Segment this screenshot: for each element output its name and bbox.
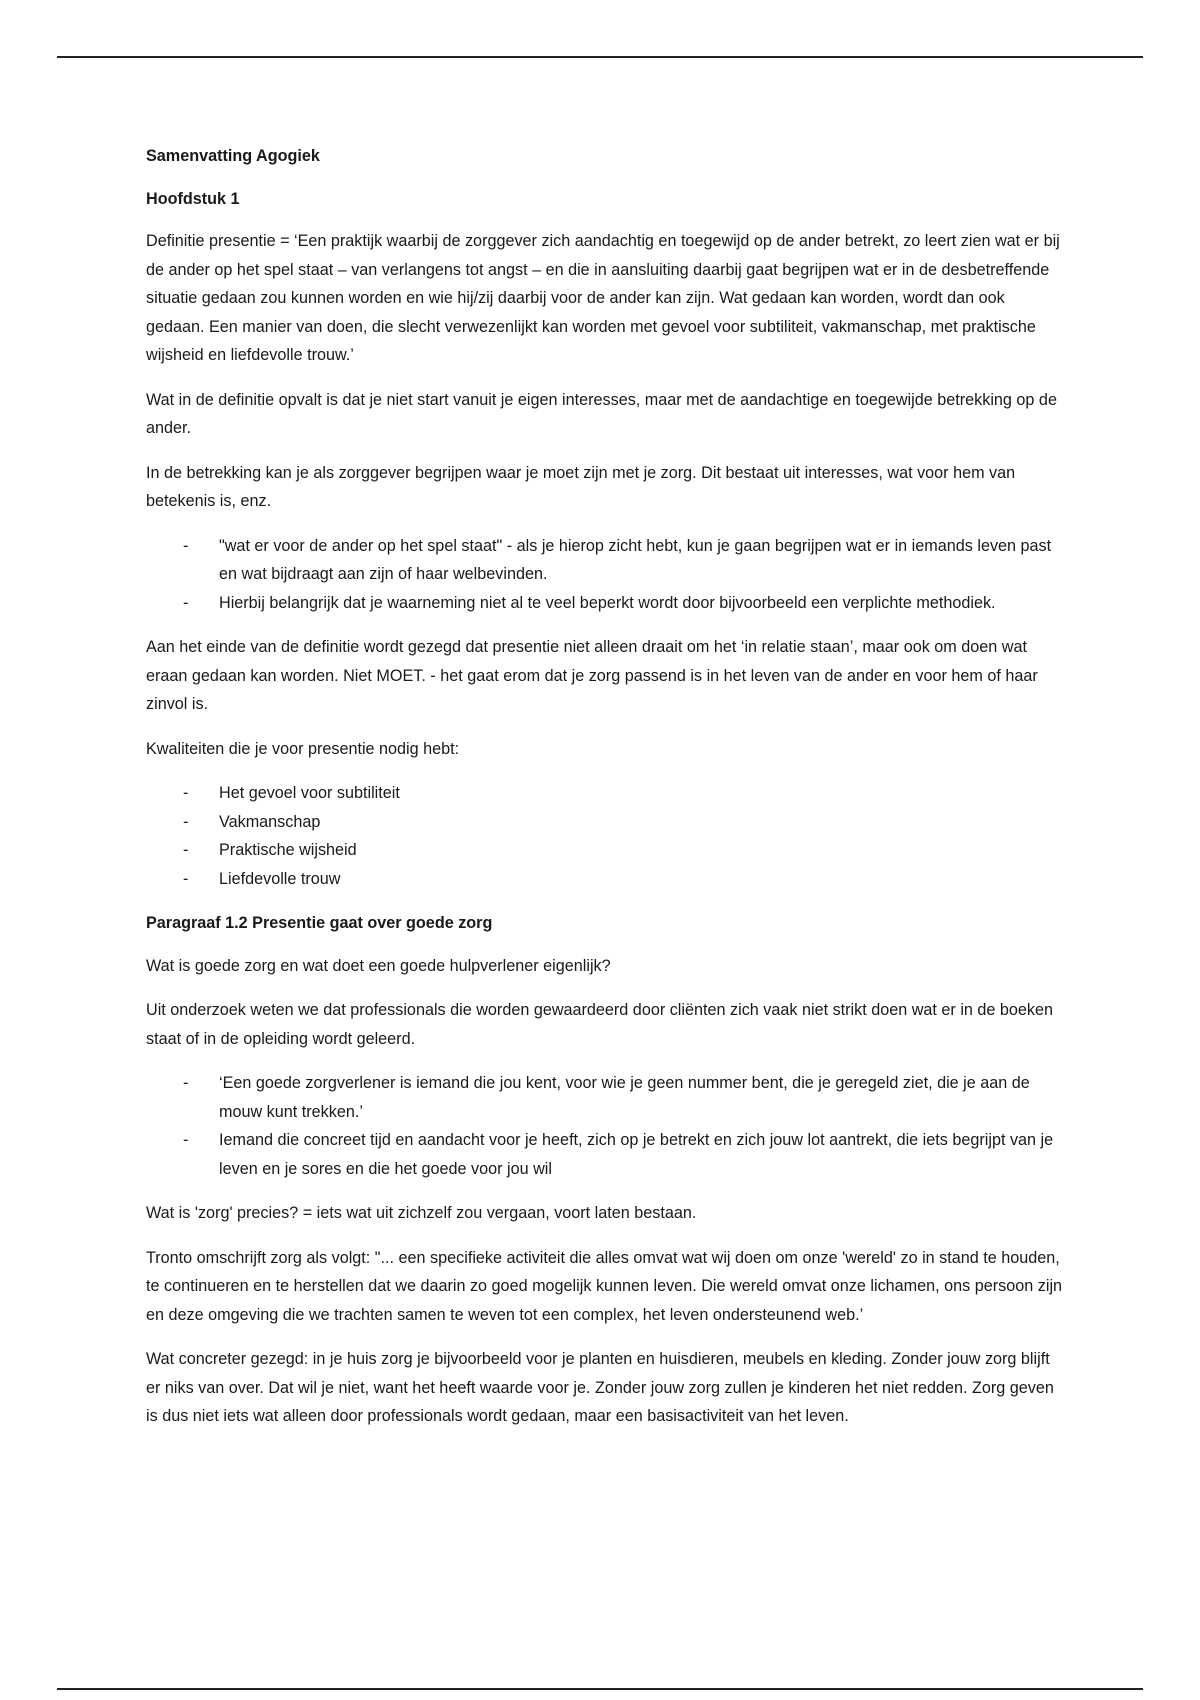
bullet-dash: - [183,784,189,802]
list-item-text: Vakmanschap [219,812,321,831]
paragraph-onderzoek: Uit onderzoek weten we dat professionals die worden gewaardeerd door cliënten zich vaak niet strikt doen wat er in de boeken staat of in de opleiding wordt geleerd. [146,1001,1054,1048]
paragraph-concreter: Wat concreter gezegd: in je huis zorg je bijvoorbeeld voor je planten en huisdieren, meubels en kleding. Zonder jouw zorg blijft er niks van over. Dat wil je niet, want het heeft waarde voor je. Zonder jouw zorg zullen je kinderen het niet redden. Zorg geven is dus niet iets wat alleen door professionals wordt gedaan, maar een basisactiviteit van het leven. [146,1350,1054,1425]
bullet-dash: - [183,812,189,831]
document-title: Samenvatting Agogiek [146,147,320,165]
list-item-text: ‘Een goede zorgverlener is iemand die jou kent, voor wie je geen nummer bent, die je geregeld ziet, die je aan de mouw kunt trekken.’ [219,1074,1030,1121]
list-item-text: Liefdevolle trouw [219,869,341,888]
list-zorgverlener [146,1069,1066,1183]
list-item-text: "wat er voor de ander op het spel staat" - als je hierop zicht hebt, kun je gaan begrijpen wat er in iemands leven past en wat bijdraagt aan zijn of haar welbevinden. [219,536,1052,583]
bullet-dash: - [183,593,189,612]
list-kwaliteiten [146,779,1066,893]
list-item-text: Het gevoel voor subtiliteit [219,784,400,802]
paragraph-tronto: Tronto omschrijft zorg als volgt: "... een specifieke activiteit die alles omvat wat wij doen om onze 'wereld' zo in stand te houden, te continueren en te herstellen dat we daarin zo goed mogelijk kunnen leven. Die wereld omvat onze lichamen, ons persoon zijn en deze omgeving die we trachten samen te weven tot een complex, het leven ondersteunend web.’ [146,1248,1063,1324]
list-item-text: Iemand die concreet tijd en aandacht voor je heeft, zich op je betrekt en zich jouw lot aantrekt, die iets begrijpt van je leven en je sores en die het goede voor jou wil [219,1131,1054,1178]
bottom-rule [57,1688,1143,1690]
list-item [146,779,1066,808]
bullet-dash: - [183,869,189,888]
bullet-dash: - [183,841,189,859]
bullet-dash: - [183,1074,189,1092]
chapter-heading: Hoofdstuk 1 [146,189,240,208]
definition-paragraph: Definitie presentie = ‘Een praktijk waarbij de zorggever zich aandachtig en toegewijd op de ander betrekt, zo leert zien wat er bij de ander op het spel staat – van verlangens tot angst – en die in aansluiting daarbij gaat begrijpen wat er in de desbetreffende situatie gedaan zou kunnen worden en wie hij/zij daarbij voor de ander kan zijn. Wat gedaan kan worden, wordt dan ook gedaan. Een manier van doen, die slecht verwezenlijkt kan worden met gevoel voor subtiliteit, vakmanschap, met praktische wijsheid en liefdevolle trouw.’ [146,232,1060,364]
top-rule [57,56,1143,58]
paragraph-vraag: Wat is goede zorg en wat doet een goede hulpverlener eigenlijk? [146,956,611,975]
paragraph-betrekking: In de betrekking kan je als zorggever begrijpen waar je moet zijn met je zorg. Dit bestaat uit interesses, wat voor hem van betekenis is, enz. [146,463,1016,510]
list-spel [146,532,1066,618]
document-body [146,142,1066,1447]
paragraph-kwaliteiten: Kwaliteiten die je voor presentie nodig hebt: [146,739,460,758]
paragraph-einde: Aan het einde van de definitie wordt gezegd dat presentie niet alleen draait om het ‘in relatie staan’, maar ook om doen wat eraan gedaan kan worden. Niet MOET. - het gaat erom dat je zorg passend is in het leven van de ander en voor hem of haar zinvol is. [146,638,1038,713]
list-item [146,836,1066,865]
paragraph-zorg-precies: Wat is 'zorg' precies? = iets wat uit zichzelf zou vergaan, voort laten bestaan. [146,1204,697,1222]
list-item [146,589,1066,618]
list-item [146,1126,1066,1183]
list-item-text: Praktische wijsheid [219,841,357,859]
list-item [146,532,1066,589]
bullet-dash: - [183,536,189,555]
list-item [146,865,1066,894]
section-heading: Paragraaf 1.2 Presentie gaat over goede zorg [146,914,493,932]
list-item [146,808,1066,837]
list-item-text: Hierbij belangrijk dat je waarneming niet al te veel beperkt wordt door bijvoorbeeld een verplichte methodiek. [219,593,996,612]
bullet-dash: - [183,1131,189,1149]
list-item [146,1069,1066,1126]
paragraph-opvalt: Wat in de definitie opvalt is dat je niet start vanuit je eigen interesses, maar met de aandachtige en toegewijde betrekking op de ander. [146,390,1057,437]
